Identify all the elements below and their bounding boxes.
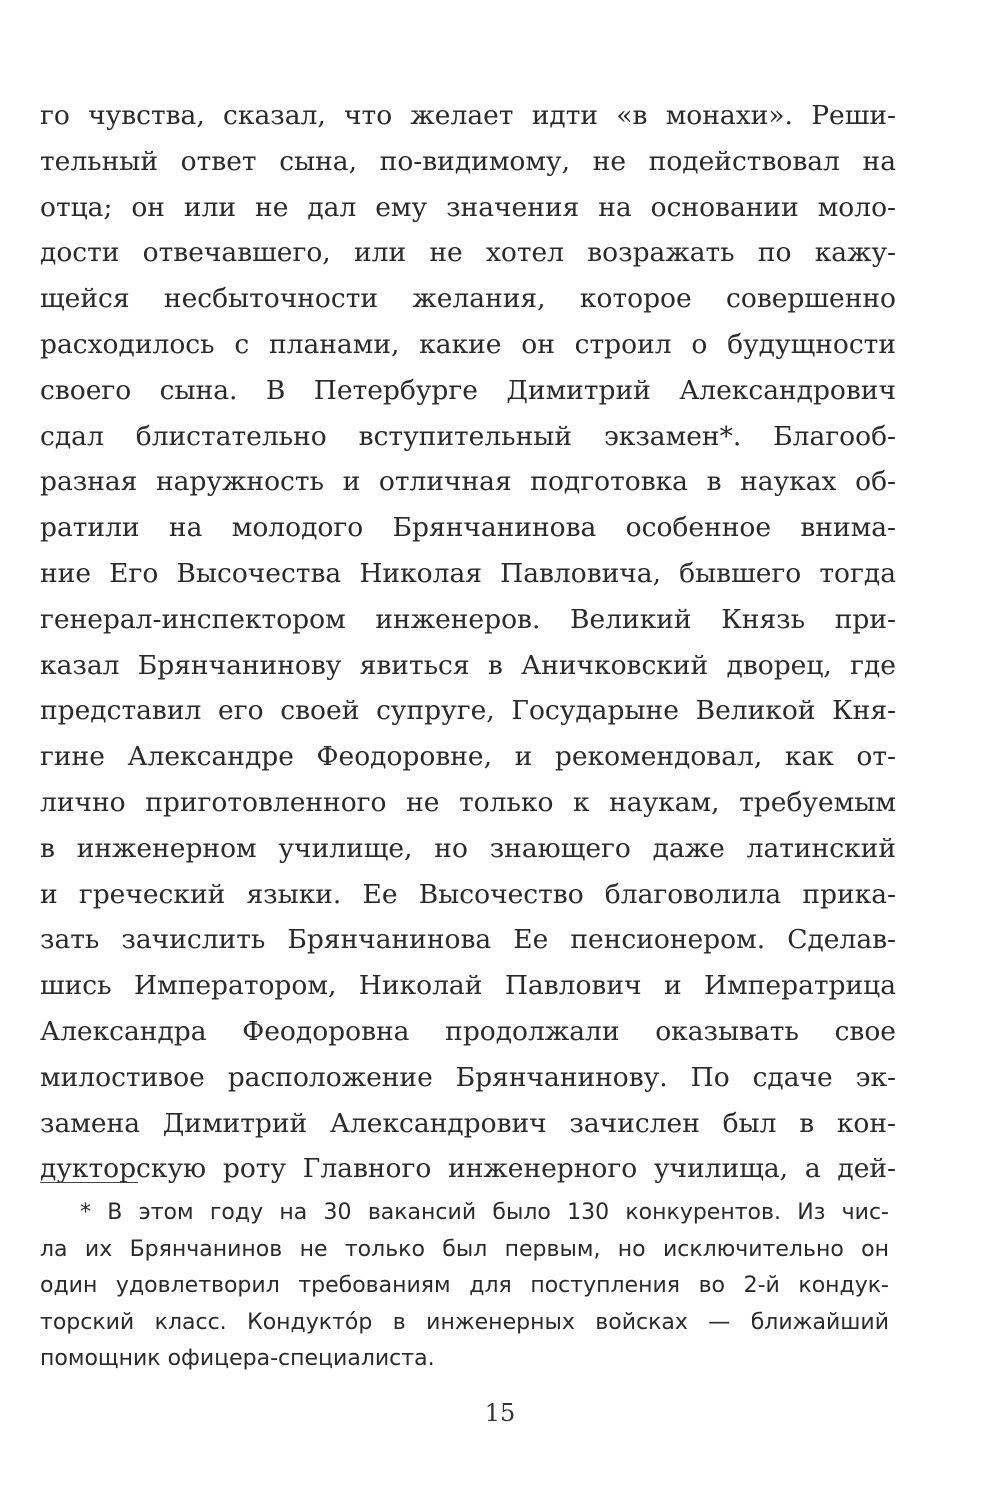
- footnote-line: один удовлетворил требованиям для поступления во 2-й кондук-: [40, 1273, 889, 1299]
- text-line: шись Императором, Николай Павлович и Императрица: [40, 970, 896, 1002]
- text-line: представил его своей супруге, Государыне Великой Кня-: [40, 695, 896, 727]
- text-line: в инженерном училище, но знающего даже латинский: [40, 832, 896, 864]
- footnote-line: ла их Брянчанинов не только был первым, но исключительно он: [40, 1236, 889, 1262]
- footnote: [40, 1195, 889, 1378]
- text-line: сдал блистательно вступительный экзамен*. Благооб-: [40, 420, 896, 452]
- text-line: своего сына. В Петербурге Димитрий Александрович: [40, 374, 896, 406]
- footnote-line: помощник офицера-специалиста.: [40, 1346, 435, 1372]
- page-number: 15: [484, 1399, 516, 1427]
- text-line: ратили на молодого Брянчанинова особенное внима-: [40, 512, 896, 544]
- text-line: тельный ответ сына, по-видимому, не подействовал на: [40, 145, 896, 177]
- text-line: гине Александре Феодоровне, и рекомендовал, как от-: [40, 741, 896, 773]
- footnote-separator: [40, 1182, 138, 1183]
- text-line: дукторскую роту Главного инженерного училища, а дей-: [40, 1153, 896, 1185]
- text-line: казал Брянчанинову явиться в Аничковский дворец, где: [40, 649, 896, 681]
- footnote-line: торский класс. Кондуктóр в инженерных войсках — ближайший: [40, 1309, 889, 1335]
- text-line: отца; он или не дал ему значения на основании моло-: [40, 191, 896, 223]
- text-line: милостивое расположение Брянчанинову. По сдаче эк-: [40, 1061, 896, 1093]
- text-line: Александра Феодоровна продолжали оказывать свое: [40, 1015, 896, 1047]
- text-line: замена Димитрий Александрович зачислен был в кон-: [40, 1107, 896, 1139]
- footnote-line: * В этом году на 30 вакансий было 130 конкурентов. Из чис-: [80, 1200, 889, 1225]
- text-line: разная наружность и отличная подготовка в науках об-: [40, 466, 896, 498]
- text-line: го чувства, сказал, что желает идти «в монахи». Реши-: [40, 100, 896, 131]
- text-line: ние Его Высочества Николая Павловича, бывшего тогда: [40, 557, 896, 589]
- text-line: дости отвечавшего, или не хотел возражать по кажу-: [40, 237, 896, 269]
- text-line: щейся несбыточности желания, которое совершенно: [40, 283, 896, 315]
- text-line: расходилось с планами, какие он строил о будущности: [40, 328, 896, 360]
- main-text: [40, 93, 896, 1192]
- text-line: зать зачислить Брянчанинова Ее пенсионером. Сделав-: [40, 924, 896, 956]
- text-line: лично приготовленного не только к наукам, требуемым: [40, 786, 896, 818]
- text-line: генерал-инспектором инженеров. Великий Князь при-: [40, 603, 896, 635]
- text-line: и греческий языки. Ее Высочество благоволила прика-: [40, 878, 896, 910]
